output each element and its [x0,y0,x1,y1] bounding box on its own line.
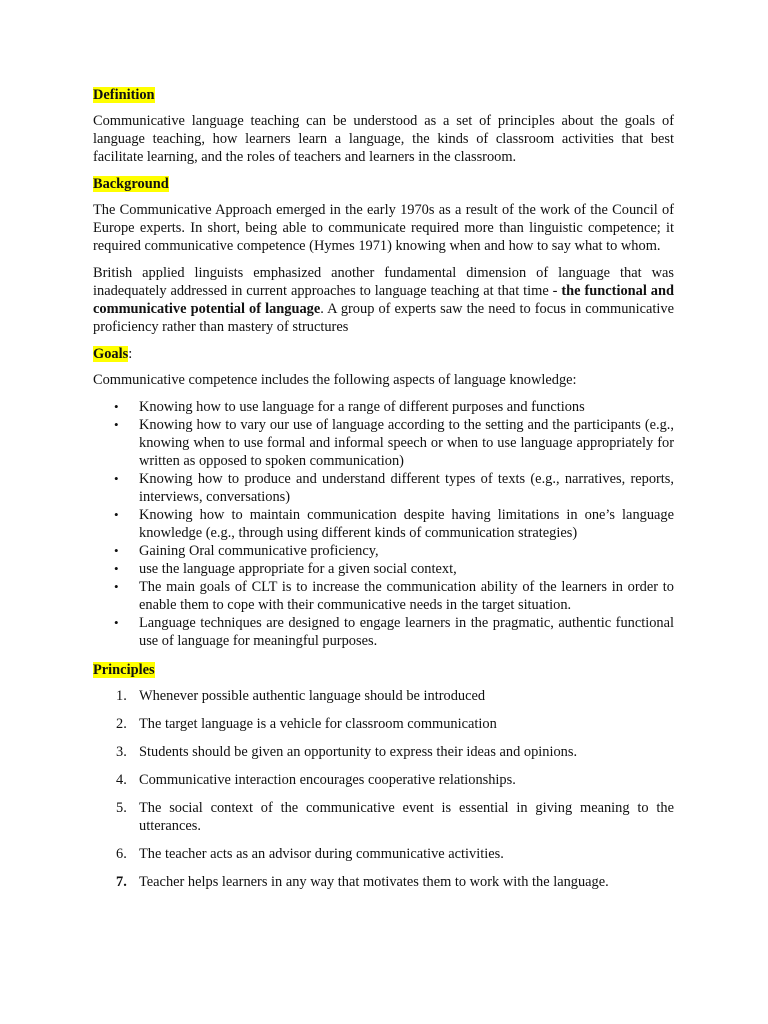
background-p2-end: . A group of experts saw the need to focus in communicative proficiency rather than mastery of structures [93,301,674,335]
goals-list [93,398,674,650]
principles-list [93,687,674,891]
list-number: 1. [116,688,127,704]
list-item [93,578,674,614]
list-item [93,416,674,470]
list-number: 6. [116,846,127,862]
definition-paragraph: Communicative language teaching can be understood as a set of principles about the goals of language teaching, how learners learn a language, the kinds of classroom activities that best facilitate learning, and the roles of teachers and learners in the classroom. [93,113,674,165]
list-item [93,687,674,705]
background-paragraph-2 [93,264,674,336]
list-item-text: use the language appropriate for a given social context, [139,561,457,577]
principles-heading-text: Principles [93,662,155,678]
goals-heading-colon: : [128,346,133,362]
list-item-text: The target language is a vehicle for classroom communication [139,716,497,732]
list-item-text: Students should be given an opportunity to express their ideas and opinions. [139,744,578,760]
list-item [93,542,674,560]
bullet-icon: • [114,399,119,414]
list-item-text: Knowing how to produce and understand different types of texts (e.g., narratives, reports, interviews, conversations) [139,471,674,505]
list-item [93,470,674,506]
bullet-icon: • [114,507,119,522]
background-heading [93,175,674,193]
list-number: 5. [116,800,127,816]
list-item [93,560,674,578]
list-item-text: Knowing how to vary our use of language according to the setting and the participants (e.g., knowing when to use formal and informal speech or when to use language appropriately for written as opposed to spoken communication) [139,417,674,469]
list-number: 3. [116,744,127,760]
bullet-icon: • [114,543,119,558]
document-body [93,86,674,901]
list-item-text: The main goals of CLT is to increase the communication ability of the learners in order to enable them to cope with their communicative needs in the target situation. [139,579,674,613]
list-number: 2. [116,716,127,732]
list-item-text: Language techniques are designed to engage learners in the pragmatic, authentic functional use of language for meaningful purposes. [139,615,674,649]
background-paragraph-1: The Communicative Approach emerged in the early 1970s as a result of the work of the Council of Europe experts. In short, being able to communicate required more than linguistic competence; it required communicative competence (Hymes 1971) knowing when and how to say what to whom. [93,202,674,254]
list-item [93,506,674,542]
bullet-icon: • [114,471,119,486]
goals-heading-text: Goals [93,346,129,362]
definition-heading [93,86,674,104]
list-item [93,845,674,863]
list-item-text: Knowing how to use language for a range of different purposes and functions [139,399,585,415]
list-item [93,614,674,650]
principles-heading [93,661,674,679]
list-item-text: Knowing how to maintain communication despite having limitations in one’s language knowledge (e.g., through using different kinds of communication strategies) [139,507,674,541]
list-item-text: The social context of the communicative event is essential in giving meaning to the utterances. [139,800,674,834]
definition-heading-text: Definition [93,87,155,103]
list-item [93,398,674,416]
background-p2-bold: the functional and communicative potential of language [93,283,675,317]
list-item [93,799,674,835]
list-number: 4. [116,772,127,788]
background-p2-start: British applied linguists emphasized another fundamental dimension of language that was inadequately addressed in current approaches to language teaching at that time - [93,265,674,299]
list-number: 7. [116,874,127,890]
list-item-text: Whenever possible authentic language should be introduced [139,688,486,704]
list-item-text: Communicative interaction encourages cooperative relationships. [139,772,516,788]
list-item [93,743,674,761]
goals-intro: Communicative competence includes the following aspects of language knowledge: [93,372,577,388]
list-item-text: Gaining Oral communicative proficiency, [139,543,379,559]
list-item-text: Teacher helps learners in any way that motivates them to work with the language. [139,874,609,890]
list-item [93,715,674,733]
list-item [93,873,674,891]
bullet-icon: • [114,561,119,576]
bullet-icon: • [114,615,119,630]
goals-heading [93,345,674,363]
background-heading-text: Background [93,176,169,192]
list-item [93,771,674,789]
bullet-icon: • [114,579,119,594]
list-item-text: The teacher acts as an advisor during communicative activities. [139,846,504,862]
bullet-icon: • [114,417,119,432]
